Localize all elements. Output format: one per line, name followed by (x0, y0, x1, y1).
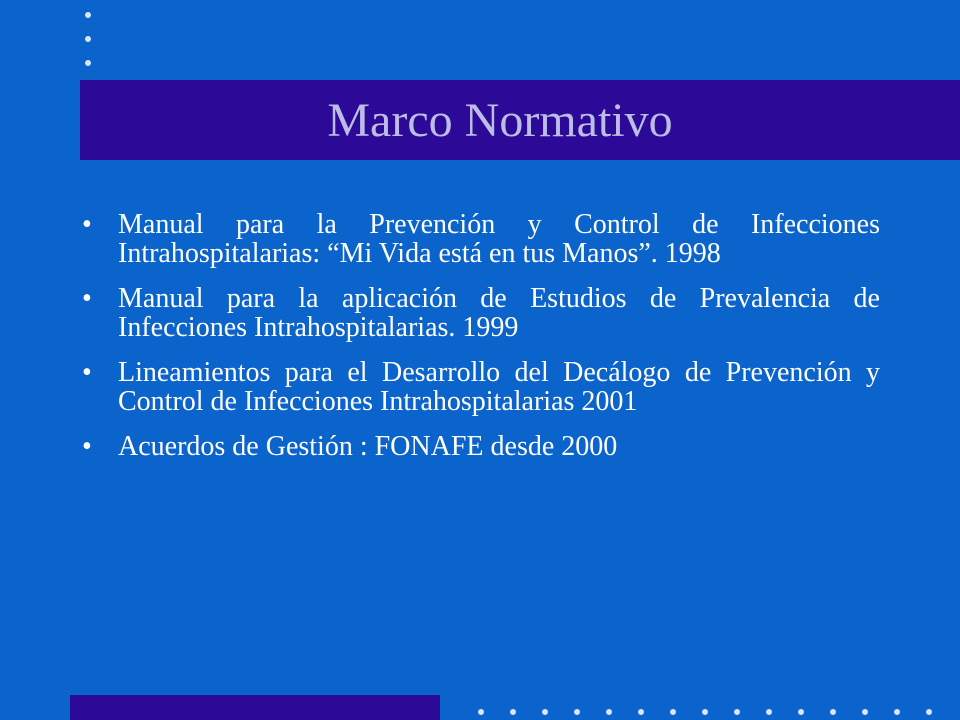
decorative-dot (926, 709, 932, 715)
decorative-dot (734, 709, 740, 715)
decorative-dot (894, 709, 900, 715)
decorative-dot (766, 709, 772, 715)
decorative-dot (606, 709, 612, 715)
decorative-dot (670, 709, 676, 715)
decorative-dot (85, 60, 91, 66)
decorative-dot (574, 709, 580, 715)
bullet-item (80, 358, 880, 416)
bullet-icon: • (82, 209, 92, 240)
decorative-dot (798, 709, 804, 715)
decorative-dot (85, 12, 91, 18)
bullet-icon: • (82, 431, 92, 462)
bullet-text: Manual para la aplicación de Estudios de Prevalencia de Infecciones Intrahospitalarias. 1999 (118, 283, 880, 343)
slide-title: Marco Normativo (327, 93, 673, 147)
decorative-dot (85, 36, 91, 42)
bullet-item (80, 432, 880, 461)
bullet-list (80, 210, 880, 477)
bullet-icon: • (82, 283, 92, 314)
bullet-text: Acuerdos de Gestión : FONAFE desde 2000 (118, 431, 618, 462)
bullet-text: Lineamientos para el Desarrollo del Decálogo de Prevención y Control de Infecciones Intrahospitalarias 2001 (118, 357, 880, 417)
decorative-dot (702, 709, 708, 715)
bullet-item (80, 284, 880, 342)
decorative-dot (478, 709, 484, 715)
decorative-dot (638, 709, 644, 715)
footer-band (70, 695, 440, 720)
bullet-icon: • (82, 357, 92, 388)
decorative-dot (862, 709, 868, 715)
decorative-dot (830, 709, 836, 715)
decorative-dot (510, 709, 516, 715)
bullet-text: Manual para la Prevención y Control de Infecciones Intrahospitalarias: “Mi Vida está en tus Manos”. 1998 (118, 209, 880, 269)
bullet-item (80, 210, 880, 268)
decorative-dot (542, 709, 548, 715)
